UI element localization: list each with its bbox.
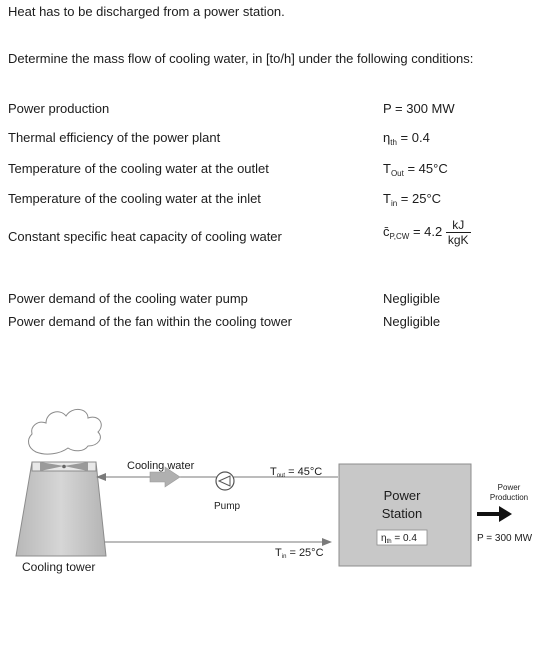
eta-subscript: th: [390, 138, 397, 147]
t-out-label: [270, 466, 322, 479]
extra-value-fan: Negligible: [383, 314, 441, 329]
cp-symbol: c̄: [383, 223, 390, 239]
extra-label-fan: Power demand of the fan within the cooling tower: [8, 314, 293, 329]
condition-label-efficiency: Thermal efficiency of the power plant: [8, 130, 221, 145]
power-production-line2: Production: [489, 493, 529, 502]
question-text: Determine the mass flow of cooling water, in [to/h] under the following conditions:: [8, 51, 474, 66]
condition-label-outlet-temp: Temperature of the cooling water at the outlet: [8, 161, 269, 176]
power-output-arrow: [477, 506, 512, 522]
tout-symbol: T: [383, 161, 391, 176]
tout-value: = 45°C: [403, 161, 448, 176]
cp-subscript: P,CW: [389, 231, 410, 241]
t-in-value: = 25°C: [286, 547, 324, 559]
condition-label-power: Power production: [8, 101, 110, 116]
cooling-tower-label: Cooling tower: [22, 560, 96, 574]
intro-text: Heat has to be discharged from a power station.: [8, 4, 285, 19]
eta-symbol: η: [383, 130, 391, 145]
eta-diagram-symbol: η: [381, 533, 387, 544]
t-out-subscript: out: [276, 473, 286, 479]
station-label-line1: Power: [383, 488, 421, 503]
condition-label-heat-capacity: Constant specific heat capacity of cooling water: [8, 229, 282, 244]
tin-value: = 25°C: [397, 191, 442, 206]
tin-symbol: T: [383, 191, 391, 206]
cp-unit-numerator: kJ: [446, 218, 471, 233]
eta-diagram-value: = 0.4: [391, 533, 417, 544]
tin-subscript: in: [390, 199, 398, 208]
extra-value-pump: Negligible: [383, 291, 441, 306]
t-in-subscript: in: [281, 554, 287, 560]
cp-unit-denominator: kgK: [447, 233, 469, 247]
station-label-line2: Station: [381, 506, 423, 521]
condition-label-inlet-temp: Temperature of the cooling water at the inlet: [8, 191, 261, 206]
pump-label: Pump: [214, 501, 241, 512]
tout-subscript: Out: [390, 169, 404, 178]
cooling-tower: [16, 462, 106, 556]
pump-icon: [216, 472, 234, 490]
power-production-line1: Power: [497, 483, 521, 492]
extra-label-pump: Power demand of the cooling water pump: [8, 291, 248, 306]
t-in-symbol: T: [275, 547, 282, 559]
t-out-symbol: T: [270, 466, 277, 478]
t-in-label: [275, 547, 324, 560]
cooling-water-label: Cooling water: [127, 460, 195, 472]
steam-cloud: [29, 409, 102, 454]
eta-value: = 0.4: [396, 130, 430, 145]
t-out-value: = 45°C: [285, 466, 323, 478]
eta-diagram-subscript: th: [386, 539, 392, 545]
condition-value-power: P = 300 MW: [383, 101, 455, 116]
eta-label: [381, 533, 417, 545]
cp-value: = 4.2: [409, 223, 443, 239]
power-output-value: P = 300 MW: [477, 533, 533, 544]
